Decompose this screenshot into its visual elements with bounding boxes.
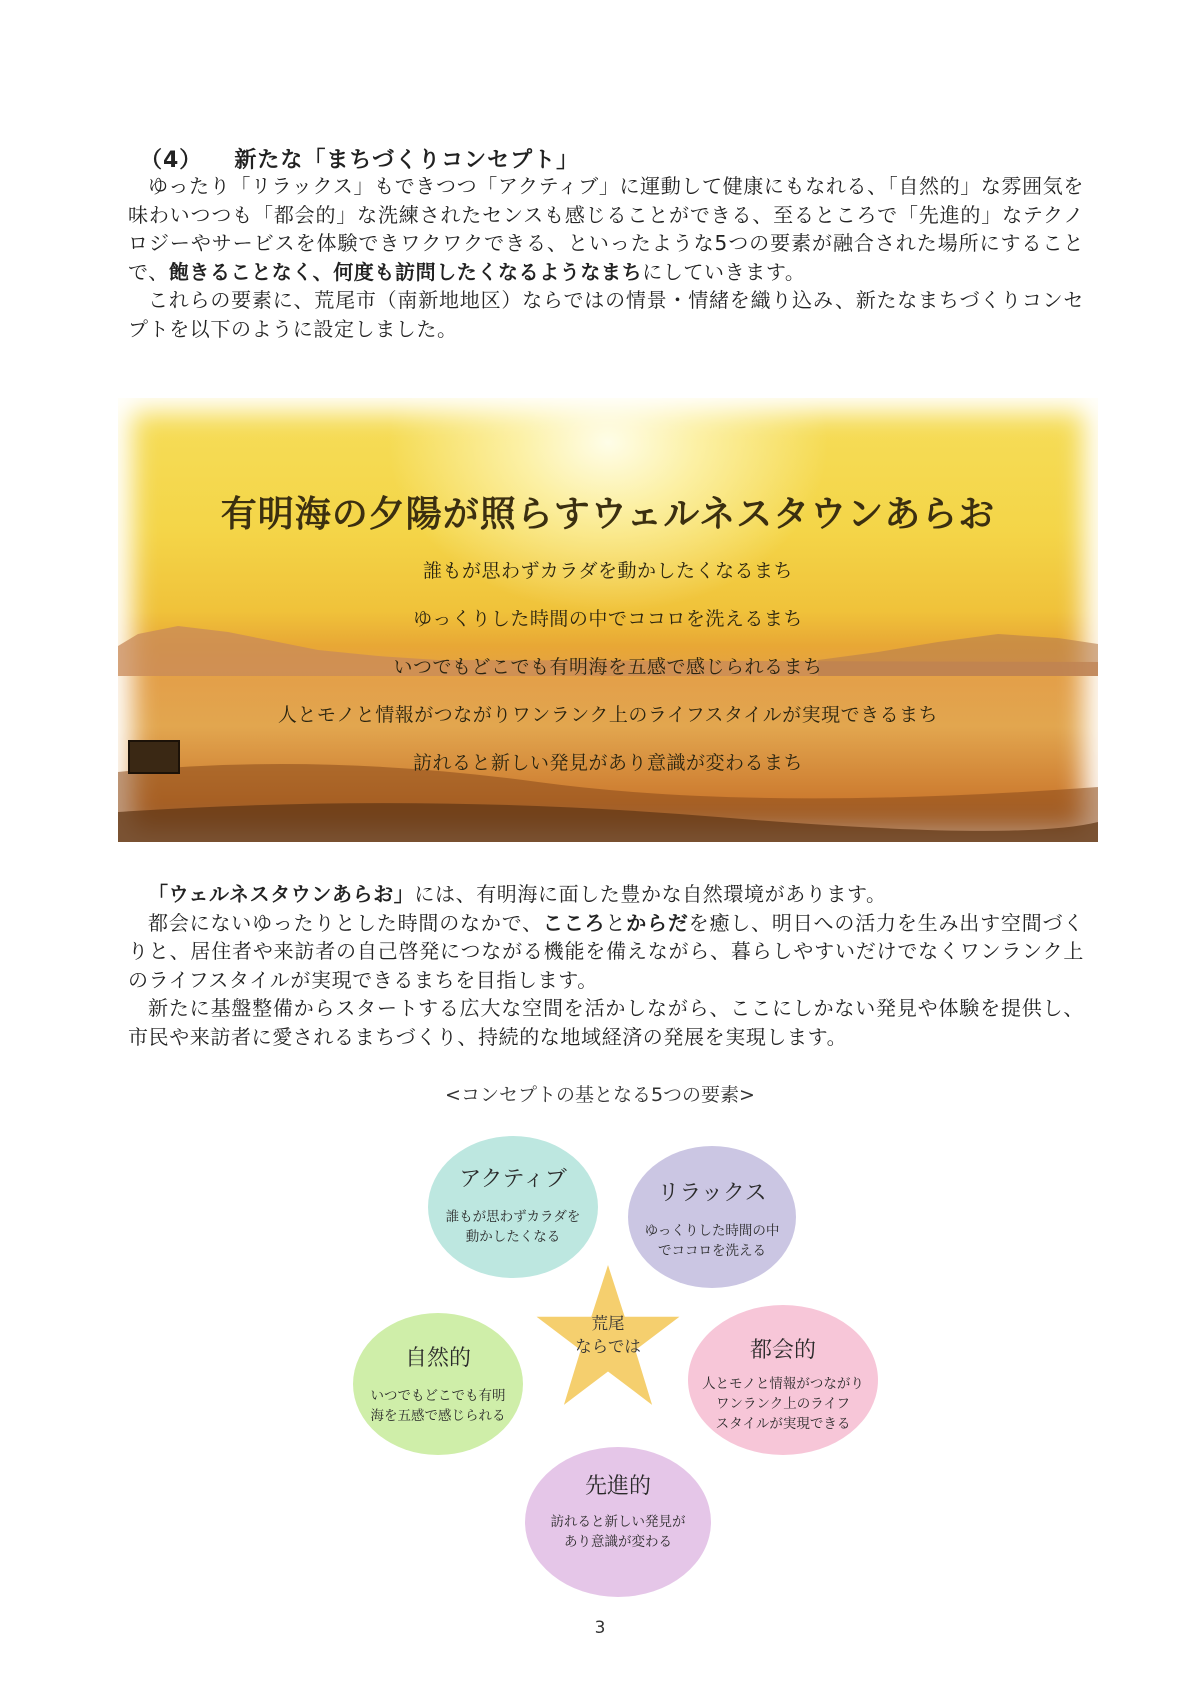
concept-line-4: 人とモノと情報がつながりワンランク上のライフスタイルが実現できるまち [277, 704, 939, 726]
element-urban-line-1: 人とモノと情報がつながり [702, 1376, 864, 1392]
element-relax-desc [628, 1221, 796, 1261]
diagram-caption: <コンセプトの基となる5つの要素> [445, 1084, 755, 1106]
section-number: （4） [140, 148, 203, 173]
element-urban-desc [688, 1374, 878, 1434]
element-advanced-desc [525, 1512, 711, 1552]
section-heading [140, 143, 579, 174]
element-advanced-circle [525, 1447, 711, 1597]
element-active-line-2: 動かしたくなる [465, 1229, 561, 1245]
body-p2-emphasis-kokoro: こころ [542, 910, 606, 935]
concept-line-5: 訪れると新しい発見があり意識が変わるまち [412, 752, 803, 774]
element-nature-desc [353, 1386, 523, 1426]
concept-title: 有明海の夕陽が照らすウェルネスタウンあらお [220, 494, 996, 535]
element-advanced-line-2: あり意識が変わる [564, 1534, 672, 1550]
page-number: 3 [594, 1618, 606, 1638]
element-active-desc [428, 1207, 598, 1247]
concept-line-1: 誰もが思わずカラダを動かしたくなるまち [422, 560, 794, 582]
star-label-line-2: ならでは [575, 1337, 641, 1356]
star-label [556, 1312, 660, 1358]
body-p2-text-a: 都会にないゆったりとした時間のなかで、 [148, 910, 543, 935]
body-p1-emphasis: 「ウェルネスタウンあらお」 [148, 882, 415, 906]
intro-paragraph-2: これらの要素に、荒尾市（南新地地区）ならではの情景・情緒を織り込み、新たなまちづくりコンセプトを以下のように設定しました。 [128, 288, 1084, 341]
star-label-line-1: 荒尾 [591, 1314, 625, 1333]
element-nature-line-2: 海を五感で感じられる [370, 1408, 506, 1424]
element-nature-title: 自然的 [404, 1346, 471, 1371]
body-p1-text: には、有明海に面した豊かな自然環境があります。 [414, 882, 887, 906]
element-urban-title: 都会的 [749, 1338, 816, 1363]
concept-line-3: いつでもどこでも有明海を五感で感じられるまち [393, 656, 823, 678]
element-nature-circle [353, 1313, 523, 1455]
element-relax-title: リラックス [657, 1181, 767, 1206]
element-active-circle [428, 1136, 598, 1278]
section-title: 新たな「まちづくりコンセプト」 [234, 148, 580, 173]
element-active-title: アクティブ [459, 1167, 567, 1192]
intro-p1-text: ゆったり「リラックス」もできつつ「アクティブ」に運動して健康にもなれる、「自然的」な雰囲気を味わいつつも「都会的」な洗練されたセンスも感じることができる、至るところで「先進的」なテクノロジーやサービスを体験できワクワクできる、といったような5つの要素が融合された場所にすることで、 [128, 174, 1084, 284]
sunset-concept-banner [118, 398, 1098, 842]
concept-line-2: ゆっくりした時間の中でココロを洗えるまち [413, 608, 803, 630]
element-nature-line-1: いつでもどこでも有明 [370, 1388, 506, 1404]
element-relax-line-2: でココロを洗える [658, 1243, 766, 1259]
element-active-line-1: 誰もが思わずカラダを [445, 1209, 581, 1225]
element-urban-line-3: スタイルが実現できる [715, 1416, 851, 1432]
element-advanced-line-1: 訪れると新しい発見が [550, 1514, 686, 1530]
body-p2-text-d: を癒し、明日への活力を生み出す空間づくりと、居住者や来訪者の自己啓発につながる機能を備えながら、暮らしやすいだけでなくワンランク上のライフスタイルが実現できるまちを目指します。 [128, 910, 1084, 992]
intro-p1-emphasis: 飽きることなく、何度も訪問したくなるようなまち [168, 259, 643, 284]
body-text [128, 880, 1084, 1052]
element-urban-circle [688, 1305, 878, 1455]
element-relax-line-1: ゆっくりした時間の中 [644, 1223, 780, 1239]
body-paragraph-3: 新たに基盤整備からスタートする広大な空間を活かしながら、ここにしかない発見や体験を提供し、市民や来訪者に愛されるまちづくり、持続的な地域経済の発展を実現します。 [128, 996, 1084, 1049]
intro-paragraph-1 [128, 172, 1084, 286]
element-urban-line-2: ワンランク上のライフ [716, 1396, 850, 1412]
intro-text [128, 172, 1084, 344]
body-p2-emphasis-karada: からだ [626, 910, 689, 935]
body-paragraph-2 [128, 909, 1084, 995]
intro-p1-ending: にしていきます。 [642, 259, 806, 284]
body-paragraph-1 [128, 880, 1084, 909]
element-advanced-title: 先進的 [584, 1474, 651, 1499]
body-p2-text-c: と [605, 910, 627, 935]
